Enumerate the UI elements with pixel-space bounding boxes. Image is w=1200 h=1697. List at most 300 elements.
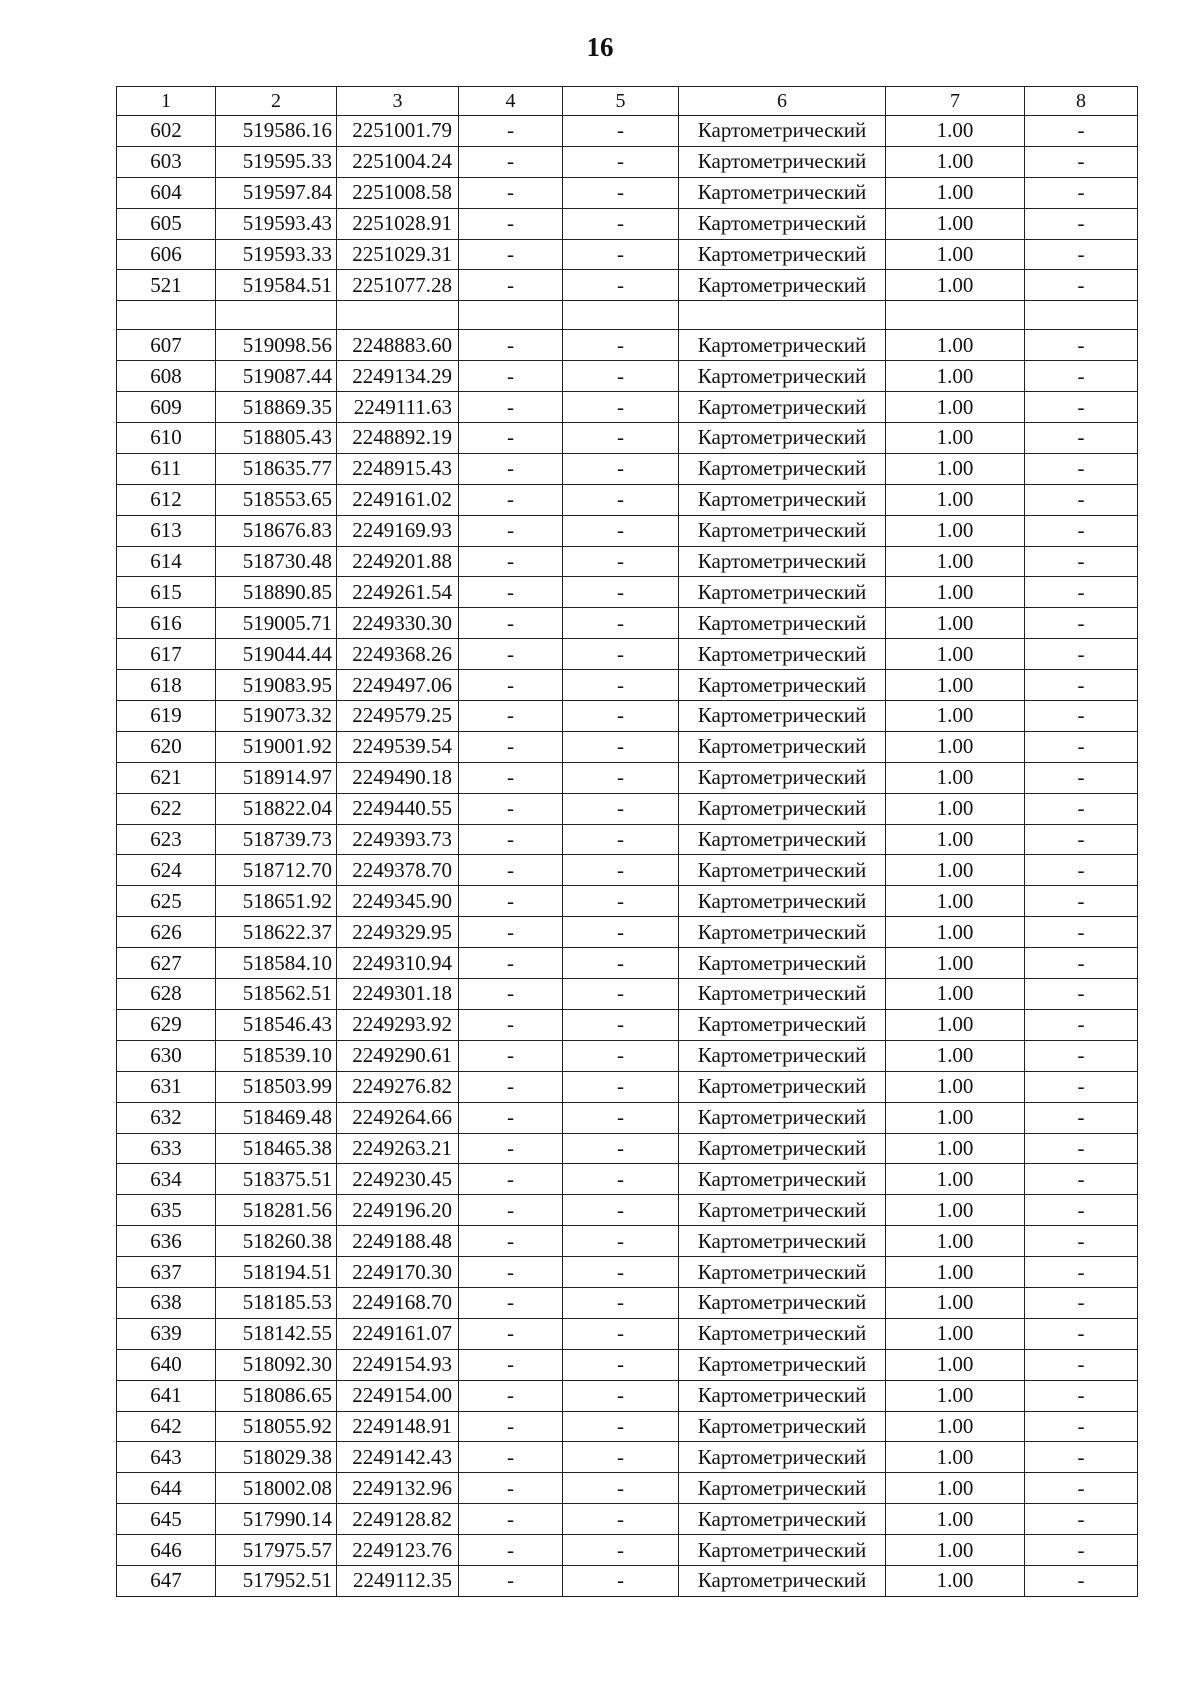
table-row [117, 670, 1138, 701]
col-5-cell: - [563, 146, 679, 177]
col-8-cell: - [1025, 330, 1138, 361]
col-4-cell: - [459, 1411, 563, 1442]
method-cell: Картометрический [679, 1226, 886, 1257]
accuracy-cell: 1.00 [886, 701, 1025, 732]
y-coordinate-cell: 2249345.90 [337, 886, 459, 917]
point-number-cell: 611 [117, 453, 216, 484]
point-number-cell: 637 [117, 1257, 216, 1288]
col-8-cell: - [1025, 1164, 1138, 1195]
x-coordinate-cell: 518142.55 [216, 1318, 337, 1349]
col-8-cell: - [1025, 239, 1138, 270]
accuracy-cell: 1.00 [886, 484, 1025, 515]
col-8-cell: - [1025, 1565, 1138, 1596]
coordinates-table [116, 86, 1138, 1597]
point-number-cell: 623 [117, 824, 216, 855]
point-number-cell: 616 [117, 608, 216, 639]
x-coordinate-cell: 518553.65 [216, 484, 337, 515]
table-spacer-row [117, 301, 1138, 330]
col-8-cell: - [1025, 577, 1138, 608]
table-row [117, 1102, 1138, 1133]
point-number-cell: 627 [117, 948, 216, 979]
col-4-cell: - [459, 1442, 563, 1473]
method-cell: Картометрический [679, 515, 886, 546]
point-number-cell: 610 [117, 423, 216, 454]
x-coordinate-cell: 519597.84 [216, 177, 337, 208]
point-number-cell: 630 [117, 1040, 216, 1071]
table-row [117, 146, 1138, 177]
method-cell: Картометрический [679, 886, 886, 917]
y-coordinate-cell: 2249264.66 [337, 1102, 459, 1133]
point-number-cell: 617 [117, 639, 216, 670]
col-8-cell: - [1025, 484, 1138, 515]
accuracy-cell: 1.00 [886, 855, 1025, 886]
col-4-cell: - [459, 1287, 563, 1318]
x-coordinate-cell: 518622.37 [216, 917, 337, 948]
table-row [117, 177, 1138, 208]
table-row [117, 608, 1138, 639]
x-coordinate-cell: 518805.43 [216, 423, 337, 454]
y-coordinate-cell: 2249112.35 [337, 1565, 459, 1596]
header-cell-4: 4 [459, 87, 563, 116]
x-coordinate-cell: 518194.51 [216, 1257, 337, 1288]
accuracy-cell: 1.00 [886, 670, 1025, 701]
x-coordinate-cell: 517975.57 [216, 1535, 337, 1566]
col-5-cell: - [563, 392, 679, 423]
col-4-cell: - [459, 1133, 563, 1164]
x-coordinate-cell: 519593.43 [216, 208, 337, 239]
y-coordinate-cell: 2248915.43 [337, 453, 459, 484]
col-4-cell: - [459, 979, 563, 1010]
col-8-cell: - [1025, 886, 1138, 917]
y-coordinate-cell: 2249154.00 [337, 1380, 459, 1411]
y-coordinate-cell: 2251001.79 [337, 116, 459, 147]
y-coordinate-cell [337, 301, 459, 330]
y-coordinate-cell: 2251028.91 [337, 208, 459, 239]
point-number-cell: 604 [117, 177, 216, 208]
col-5-cell [563, 301, 679, 330]
col-5-cell: - [563, 515, 679, 546]
accuracy-cell: 1.00 [886, 639, 1025, 670]
y-coordinate-cell: 2249329.95 [337, 917, 459, 948]
table-row [117, 1318, 1138, 1349]
x-coordinate-cell: 518676.83 [216, 515, 337, 546]
method-cell: Картометрический [679, 979, 886, 1010]
col-5-cell: - [563, 116, 679, 147]
col-5-cell: - [563, 1442, 679, 1473]
col-8-cell: - [1025, 1009, 1138, 1040]
col-8-cell: - [1025, 1040, 1138, 1071]
method-cell: Картометрический [679, 1318, 886, 1349]
method-cell: Картометрический [679, 762, 886, 793]
method-cell: Картометрический [679, 948, 886, 979]
col-4-cell: - [459, 1009, 563, 1040]
method-cell: Картометрический [679, 1473, 886, 1504]
col-5-cell: - [563, 1133, 679, 1164]
x-coordinate-cell: 518086.65 [216, 1380, 337, 1411]
table-row [117, 762, 1138, 793]
table-row [117, 239, 1138, 270]
y-coordinate-cell: 2249154.93 [337, 1349, 459, 1380]
method-cell: Картометрический [679, 1071, 886, 1102]
table-row [117, 1349, 1138, 1380]
table-row [117, 979, 1138, 1010]
point-number-cell: 632 [117, 1102, 216, 1133]
table-row [117, 116, 1138, 147]
point-number-cell: 641 [117, 1380, 216, 1411]
col-5-cell: - [563, 1257, 679, 1288]
method-cell: Картометрический [679, 1380, 886, 1411]
method-cell: Картометрический [679, 330, 886, 361]
y-coordinate-cell: 2249293.92 [337, 1009, 459, 1040]
point-number-cell: 618 [117, 670, 216, 701]
point-number-cell: 642 [117, 1411, 216, 1442]
col-4-cell: - [459, 1040, 563, 1071]
accuracy-cell: 1.00 [886, 979, 1025, 1010]
table-row [117, 1473, 1138, 1504]
accuracy-cell: 1.00 [886, 270, 1025, 301]
method-cell: Картометрический [679, 1040, 886, 1071]
method-cell: Картометрический [679, 701, 886, 732]
col-8-cell: - [1025, 639, 1138, 670]
y-coordinate-cell: 2249440.55 [337, 793, 459, 824]
point-number-cell: 629 [117, 1009, 216, 1040]
x-coordinate-cell [216, 301, 337, 330]
accuracy-cell: 1.00 [886, 515, 1025, 546]
x-coordinate-cell: 518712.70 [216, 855, 337, 886]
x-coordinate-cell: 518546.43 [216, 1009, 337, 1040]
x-coordinate-cell: 519098.56 [216, 330, 337, 361]
col-5-cell: - [563, 1164, 679, 1195]
method-cell: Картометрический [679, 484, 886, 515]
col-8-cell: - [1025, 116, 1138, 147]
x-coordinate-cell: 518503.99 [216, 1071, 337, 1102]
table-row [117, 270, 1138, 301]
accuracy-cell: 1.00 [886, 208, 1025, 239]
col-4-cell [459, 301, 563, 330]
y-coordinate-cell: 2249148.91 [337, 1411, 459, 1442]
col-5-cell: - [563, 1040, 679, 1071]
accuracy-cell: 1.00 [886, 1473, 1025, 1504]
y-coordinate-cell: 2249368.26 [337, 639, 459, 670]
col-5-cell: - [563, 1226, 679, 1257]
accuracy-cell: 1.00 [886, 1257, 1025, 1288]
y-coordinate-cell: 2251004.24 [337, 146, 459, 177]
table-row [117, 886, 1138, 917]
col-5-cell: - [563, 423, 679, 454]
col-8-cell: - [1025, 1442, 1138, 1473]
x-coordinate-cell: 518651.92 [216, 886, 337, 917]
method-cell: Картометрический [679, 146, 886, 177]
table-row [117, 1071, 1138, 1102]
x-coordinate-cell: 517952.51 [216, 1565, 337, 1596]
col-5-cell: - [563, 577, 679, 608]
y-coordinate-cell: 2249134.29 [337, 361, 459, 392]
col-8-cell: - [1025, 701, 1138, 732]
accuracy-cell: 1.00 [886, 1349, 1025, 1380]
method-cell: Картометрический [679, 177, 886, 208]
y-coordinate-cell: 2249261.54 [337, 577, 459, 608]
point-number-cell: 636 [117, 1226, 216, 1257]
point-number-cell: 619 [117, 701, 216, 732]
x-coordinate-cell: 517990.14 [216, 1504, 337, 1535]
point-number-cell: 624 [117, 855, 216, 886]
col-4-cell: - [459, 1164, 563, 1195]
col-4-cell: - [459, 484, 563, 515]
x-coordinate-cell: 518375.51 [216, 1164, 337, 1195]
x-coordinate-cell: 519001.92 [216, 731, 337, 762]
table-row [117, 793, 1138, 824]
col-5-cell: - [563, 701, 679, 732]
table-row [117, 577, 1138, 608]
col-8-cell: - [1025, 917, 1138, 948]
table-row [117, 1411, 1138, 1442]
accuracy-cell: 1.00 [886, 1565, 1025, 1596]
x-coordinate-cell: 518002.08 [216, 1473, 337, 1504]
x-coordinate-cell: 518281.56 [216, 1195, 337, 1226]
col-5-cell: - [563, 793, 679, 824]
method-cell: Картометрический [679, 855, 886, 886]
col-5-cell: - [563, 330, 679, 361]
col-8-cell: - [1025, 1349, 1138, 1380]
point-number-cell: 643 [117, 1442, 216, 1473]
point-number-cell: 625 [117, 886, 216, 917]
col-8-cell [1025, 301, 1138, 330]
x-coordinate-cell: 518465.38 [216, 1133, 337, 1164]
col-4-cell: - [459, 208, 563, 239]
method-cell: Картометрический [679, 1257, 886, 1288]
col-8-cell: - [1025, 1411, 1138, 1442]
col-5-cell: - [563, 270, 679, 301]
col-8-cell: - [1025, 146, 1138, 177]
accuracy-cell: 1.00 [886, 239, 1025, 270]
x-coordinate-cell: 519087.44 [216, 361, 337, 392]
table-row [117, 1380, 1138, 1411]
accuracy-cell: 1.00 [886, 330, 1025, 361]
col-8-cell: - [1025, 824, 1138, 855]
col-8-cell: - [1025, 546, 1138, 577]
col-8-cell: - [1025, 731, 1138, 762]
col-8-cell: - [1025, 1380, 1138, 1411]
accuracy-cell: 1.00 [886, 392, 1025, 423]
table-row [117, 1009, 1138, 1040]
y-coordinate-cell: 2251008.58 [337, 177, 459, 208]
col-4-cell: - [459, 239, 563, 270]
header-cell-6: 6 [679, 87, 886, 116]
header-cell-7: 7 [886, 87, 1025, 116]
table-row [117, 639, 1138, 670]
y-coordinate-cell: 2249196.20 [337, 1195, 459, 1226]
col-4-cell: - [459, 270, 563, 301]
table-row [117, 948, 1138, 979]
header-cell-5: 5 [563, 87, 679, 116]
col-4-cell: - [459, 762, 563, 793]
y-coordinate-cell: 2249161.07 [337, 1318, 459, 1349]
y-coordinate-cell: 2249123.76 [337, 1535, 459, 1566]
point-number-cell: 639 [117, 1318, 216, 1349]
point-number-cell: 646 [117, 1535, 216, 1566]
table-row [117, 453, 1138, 484]
accuracy-cell: 1.00 [886, 1318, 1025, 1349]
col-8-cell: - [1025, 1318, 1138, 1349]
col-5-cell: - [563, 608, 679, 639]
col-4-cell: - [459, 1318, 563, 1349]
col-5-cell: - [563, 177, 679, 208]
point-number-cell: 635 [117, 1195, 216, 1226]
col-5-cell: - [563, 1318, 679, 1349]
point-number-cell: 608 [117, 361, 216, 392]
table-row [117, 484, 1138, 515]
x-coordinate-cell: 519584.51 [216, 270, 337, 301]
method-cell: Картометрический [679, 1102, 886, 1133]
col-4-cell: - [459, 116, 563, 147]
col-4-cell: - [459, 177, 563, 208]
point-number-cell: 602 [117, 116, 216, 147]
x-coordinate-cell: 519586.16 [216, 116, 337, 147]
accuracy-cell: 1.00 [886, 886, 1025, 917]
col-4-cell: - [459, 546, 563, 577]
point-number-cell: 612 [117, 484, 216, 515]
point-number-cell: 615 [117, 577, 216, 608]
col-8-cell: - [1025, 392, 1138, 423]
col-8-cell: - [1025, 1473, 1138, 1504]
point-number-cell: 634 [117, 1164, 216, 1195]
col-8-cell: - [1025, 793, 1138, 824]
col-8-cell: - [1025, 948, 1138, 979]
method-cell: Картометрический [679, 1287, 886, 1318]
method-cell: Картометрический [679, 270, 886, 301]
x-coordinate-cell: 518869.35 [216, 392, 337, 423]
x-coordinate-cell: 519083.95 [216, 670, 337, 701]
col-4-cell: - [459, 453, 563, 484]
point-number-cell: 607 [117, 330, 216, 361]
y-coordinate-cell: 2249161.02 [337, 484, 459, 515]
col-5-cell: - [563, 762, 679, 793]
y-coordinate-cell: 2249201.88 [337, 546, 459, 577]
x-coordinate-cell: 518562.51 [216, 979, 337, 1010]
table-row [117, 330, 1138, 361]
col-5-cell: - [563, 917, 679, 948]
col-4-cell: - [459, 392, 563, 423]
header-cell-1: 1 [117, 87, 216, 116]
x-coordinate-cell: 518730.48 [216, 546, 337, 577]
point-number-cell [117, 301, 216, 330]
table-row [117, 1287, 1138, 1318]
x-coordinate-cell: 518890.85 [216, 577, 337, 608]
table-row [117, 1040, 1138, 1071]
accuracy-cell: 1.00 [886, 1102, 1025, 1133]
table-row [117, 1442, 1138, 1473]
y-coordinate-cell: 2249128.82 [337, 1504, 459, 1535]
y-coordinate-cell: 2249142.43 [337, 1442, 459, 1473]
y-coordinate-cell: 2249170.30 [337, 1257, 459, 1288]
col-8-cell: - [1025, 1102, 1138, 1133]
point-number-cell: 521 [117, 270, 216, 301]
col-8-cell: - [1025, 453, 1138, 484]
point-number-cell: 613 [117, 515, 216, 546]
col-4-cell: - [459, 146, 563, 177]
table-row [117, 1535, 1138, 1566]
col-4-cell: - [459, 1226, 563, 1257]
col-5-cell: - [563, 639, 679, 670]
y-coordinate-cell: 2249378.70 [337, 855, 459, 886]
x-coordinate-cell: 518092.30 [216, 1349, 337, 1380]
col-5-cell: - [563, 948, 679, 979]
accuracy-cell: 1.00 [886, 361, 1025, 392]
col-5-cell: - [563, 1287, 679, 1318]
table-row [117, 1195, 1138, 1226]
accuracy-cell: 1.00 [886, 1226, 1025, 1257]
col-4-cell: - [459, 948, 563, 979]
col-8-cell: - [1025, 515, 1138, 546]
col-4-cell: - [459, 1071, 563, 1102]
point-number-cell: 633 [117, 1133, 216, 1164]
col-4-cell: - [459, 423, 563, 454]
col-4-cell: - [459, 361, 563, 392]
col-4-cell: - [459, 639, 563, 670]
y-coordinate-cell: 2249290.61 [337, 1040, 459, 1071]
point-number-cell: 640 [117, 1349, 216, 1380]
table-row [117, 208, 1138, 239]
accuracy-cell: 1.00 [886, 453, 1025, 484]
col-5-cell: - [563, 731, 679, 762]
col-5-cell: - [563, 979, 679, 1010]
col-8-cell: - [1025, 1504, 1138, 1535]
method-cell: Картометрический [679, 577, 886, 608]
col-5-cell: - [563, 670, 679, 701]
col-5-cell: - [563, 484, 679, 515]
col-4-cell: - [459, 1473, 563, 1504]
x-coordinate-cell: 519073.32 [216, 701, 337, 732]
y-coordinate-cell: 2249169.93 [337, 515, 459, 546]
x-coordinate-cell: 518739.73 [216, 824, 337, 855]
col-5-cell: - [563, 886, 679, 917]
y-coordinate-cell: 2249263.21 [337, 1133, 459, 1164]
col-5-cell: - [563, 1195, 679, 1226]
y-coordinate-cell: 2249497.06 [337, 670, 459, 701]
method-cell: Картометрический [679, 116, 886, 147]
x-coordinate-cell: 518822.04 [216, 793, 337, 824]
accuracy-cell: 1.00 [886, 1071, 1025, 1102]
y-coordinate-cell: 2251077.28 [337, 270, 459, 301]
method-cell: Картометрический [679, 824, 886, 855]
x-coordinate-cell: 519595.33 [216, 146, 337, 177]
point-number-cell: 622 [117, 793, 216, 824]
col-8-cell: - [1025, 608, 1138, 639]
accuracy-cell: 1.00 [886, 1442, 1025, 1473]
y-coordinate-cell: 2248892.19 [337, 423, 459, 454]
table-row [117, 1504, 1138, 1535]
col-8-cell: - [1025, 979, 1138, 1010]
header-cell-2: 2 [216, 87, 337, 116]
method-cell: Картометрический [679, 793, 886, 824]
point-number-cell: 645 [117, 1504, 216, 1535]
x-coordinate-cell: 518914.97 [216, 762, 337, 793]
method-cell: Картометрический [679, 208, 886, 239]
col-4-cell: - [459, 608, 563, 639]
x-coordinate-cell: 518539.10 [216, 1040, 337, 1071]
method-cell: Картометрический [679, 1349, 886, 1380]
method-cell: Картометрический [679, 1565, 886, 1596]
y-coordinate-cell: 2249579.25 [337, 701, 459, 732]
col-8-cell: - [1025, 1535, 1138, 1566]
point-number-cell: 644 [117, 1473, 216, 1504]
col-5-cell: - [563, 453, 679, 484]
table-row [117, 546, 1138, 577]
point-number-cell: 620 [117, 731, 216, 762]
x-coordinate-cell: 518635.77 [216, 453, 337, 484]
y-coordinate-cell: 2249393.73 [337, 824, 459, 855]
table-row [117, 1133, 1138, 1164]
